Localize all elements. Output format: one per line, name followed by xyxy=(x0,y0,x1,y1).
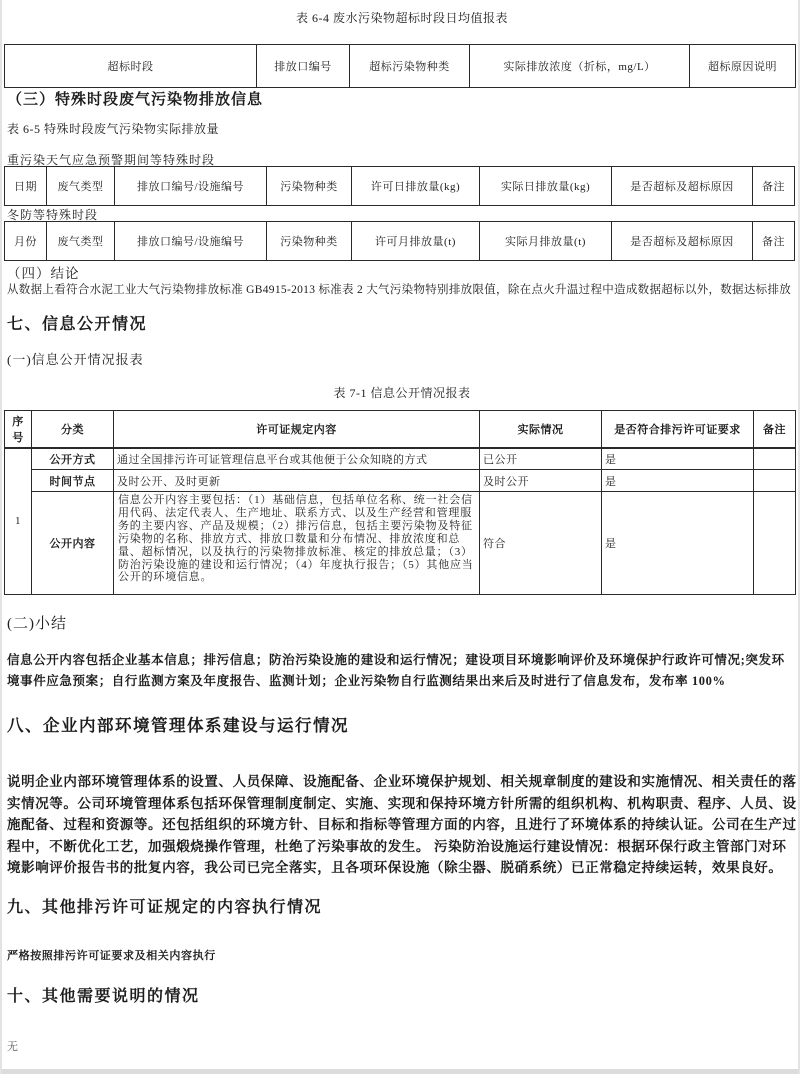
col-actual-situation: 实际情况 xyxy=(480,411,602,448)
section-4-heading: （四）结论 xyxy=(7,266,80,281)
table-row xyxy=(5,222,795,261)
col-month: 月份 xyxy=(5,222,47,261)
category-cell: 公开方式 xyxy=(32,448,114,470)
permit-content-cell: 及时公开、及时更新 xyxy=(114,470,480,492)
category-cell: 公开内容 xyxy=(32,492,114,595)
col-serial-no: 序号 xyxy=(5,411,32,448)
col-actual-concentration: 实际排放浓度（折标，mg/L） xyxy=(470,45,690,88)
col-pollutant-type: 污染物种类 xyxy=(267,222,352,261)
heavy-pollution-period-label: 重污染天气应急预警期间等特殊时段 xyxy=(7,153,216,167)
table-row xyxy=(5,45,796,88)
col-exceedance-reason: 超标原因说明 xyxy=(690,45,796,88)
col-actual-monthly: 实际月排放量(t) xyxy=(480,222,612,261)
col-permitted-monthly: 许可月排放量(t) xyxy=(352,222,480,261)
section-7-2-heading: (二)小结 xyxy=(7,616,67,632)
table-6-5-daily-emissions xyxy=(4,166,795,206)
remark-cell xyxy=(754,448,796,470)
col-outlet-facility-no: 排放口编号/设施编号 xyxy=(115,222,267,261)
table-header-row xyxy=(5,411,796,448)
remark-cell xyxy=(754,492,796,595)
permit-content-cell: 信息公开内容主要包括：（1）基础信息，包括单位名称、统一社会信用代码、法定代表人、生产地址、联系方式、以及生产经营和管理服务的主要内容、产品及规模；（2）排污信息，包括主要污染物及特征污染物的名称、排放方式、排放口数量和分布情况、排放浓度和总量、超标情况，以及执行的污染物排放标准、核定的排放总量；（3）防治污染设施的建设和运行情况；（4）年度执行报告；（5）其他应当公开的环境信息。 xyxy=(114,492,480,595)
col-outlet-facility-no: 排放口编号/设施编号 xyxy=(115,167,267,206)
category-cell: 时间节点 xyxy=(32,470,114,492)
col-permitted-daily: 许可日排放量(kg) xyxy=(352,167,480,206)
table-row-timing xyxy=(5,470,796,492)
col-category: 分类 xyxy=(32,411,114,448)
col-outlet-no: 排放口编号 xyxy=(257,45,350,88)
remark-cell xyxy=(754,470,796,492)
col-pollutant-type: 超标污染物种类 xyxy=(350,45,470,88)
col-date: 日期 xyxy=(5,167,47,206)
col-exceedance-period: 超标时段 xyxy=(5,45,257,88)
serial-no-cell: 1 xyxy=(5,448,32,595)
table-row xyxy=(5,167,795,206)
col-compliance: 是否符合排污许可证要求 xyxy=(602,411,754,448)
col-exceedance-and-reason: 是否超标及超标原因 xyxy=(612,167,753,206)
section-7-heading: 七、信息公开情况 xyxy=(7,316,148,333)
actual-cell: 符合 xyxy=(480,492,602,595)
compliance-cell: 是 xyxy=(602,448,754,470)
section-9-heading: 九、其他排污许可证规定的内容执行情况 xyxy=(7,899,323,916)
section-7-2-summary-text: 信息公开内容包括企业基本信息；排污信息；防治污染设施的建设和运行情况；建设项目环境影响评价及环境保护行政许可情况;突发环境事件应急预案；自行监测方案及年度报告、监测计划；企业污染物自行监测结果出来后及时进行了信息发布，发布率 100% xyxy=(7,653,785,688)
section-3-heading: （三）特殊时段废气污染物排放信息 xyxy=(7,91,264,108)
actual-cell: 及时公开 xyxy=(480,470,602,492)
col-remark: 备注 xyxy=(754,411,796,448)
actual-cell: 已公开 xyxy=(480,448,602,470)
section-8-heading: 八、企业内部环境管理体系建设与运行情况 xyxy=(7,717,349,735)
section-7-1-heading: (一)信息公开情况报表 xyxy=(7,352,144,367)
table-7-1-title: 表 7-1 信息公开情况报表 xyxy=(333,386,471,400)
col-remark: 备注 xyxy=(753,167,795,206)
table-row-disclosure-content xyxy=(5,492,796,595)
permit-content-cell: 通过全国排污许可证管理信息平台或其他便于公众知晓的方式 xyxy=(114,448,480,470)
col-exceedance-and-reason: 是否超标及超标原因 xyxy=(612,222,753,261)
table-6-4-wastewater-exceedance xyxy=(4,44,796,88)
col-remark: 备注 xyxy=(753,222,795,261)
compliance-cell: 是 xyxy=(602,470,754,492)
compliance-cell: 是 xyxy=(602,492,754,595)
section-9-body-text: 严格按照排污许可证要求及相关内容执行 xyxy=(7,950,216,962)
col-pollutant-type: 污染物种类 xyxy=(267,167,352,206)
table-7-1-information-disclosure xyxy=(4,410,796,595)
winter-period-label: 冬防等特殊时段 xyxy=(7,208,99,222)
table-6-5-monthly-emissions xyxy=(4,221,795,261)
section-10-heading: 十、其他需要说明的情况 xyxy=(7,988,200,1005)
section-4-conclusion-text: 从数据上看符合水泥工业大气污染物排放标准 GB4915-2013 标准表 2 大气污染物特别排放限值，除在点火升温过程中造成数据超标以外，数据达标排放 xyxy=(7,284,792,296)
table-6-5-title: 表 6-5 特殊时段废气污染物实际排放量 xyxy=(7,122,219,136)
section-10-body-text: 无 xyxy=(7,1041,18,1053)
col-gas-type: 废气类型 xyxy=(47,167,115,206)
col-actual-daily: 实际日排放量(kg) xyxy=(480,167,612,206)
table-row-disclosure-method xyxy=(5,448,796,470)
section-8-body-text: 说明企业内部环境管理体系的设置、人员保障、设施配备、企业环境保护规划、相关规章制度的建设和实施情况、相关责任的落实情况等。公司环境管理体系包括环保管理制度制定、实施、实现和保持环境方针所需的组织机构、机构职责、程序、人员、设施配备、过程和资源等。还包括组织的环境方针、目标和指标等管理方面的内容，且进行了环境体系的持续认证。公司在生产过程中，不断优化工艺，加强煅烧操作管理，杜绝了污染事故的发生。 污染防治设施运行建设情况：根据环保行政主管部门对环境影响评价报告书的批复内容，我公司已完全落实，且各项环保设施（除尘器、脱硝系统）已正常稳定持续运转，效果良好。 xyxy=(7,774,797,875)
page-bottom-edge xyxy=(2,1069,798,1074)
table-6-4-title: 表 6-4 废水污染物超标时段日均值报表 xyxy=(296,11,508,25)
col-permit-content: 许可证规定内容 xyxy=(114,411,480,448)
col-gas-type: 废气类型 xyxy=(47,222,115,261)
